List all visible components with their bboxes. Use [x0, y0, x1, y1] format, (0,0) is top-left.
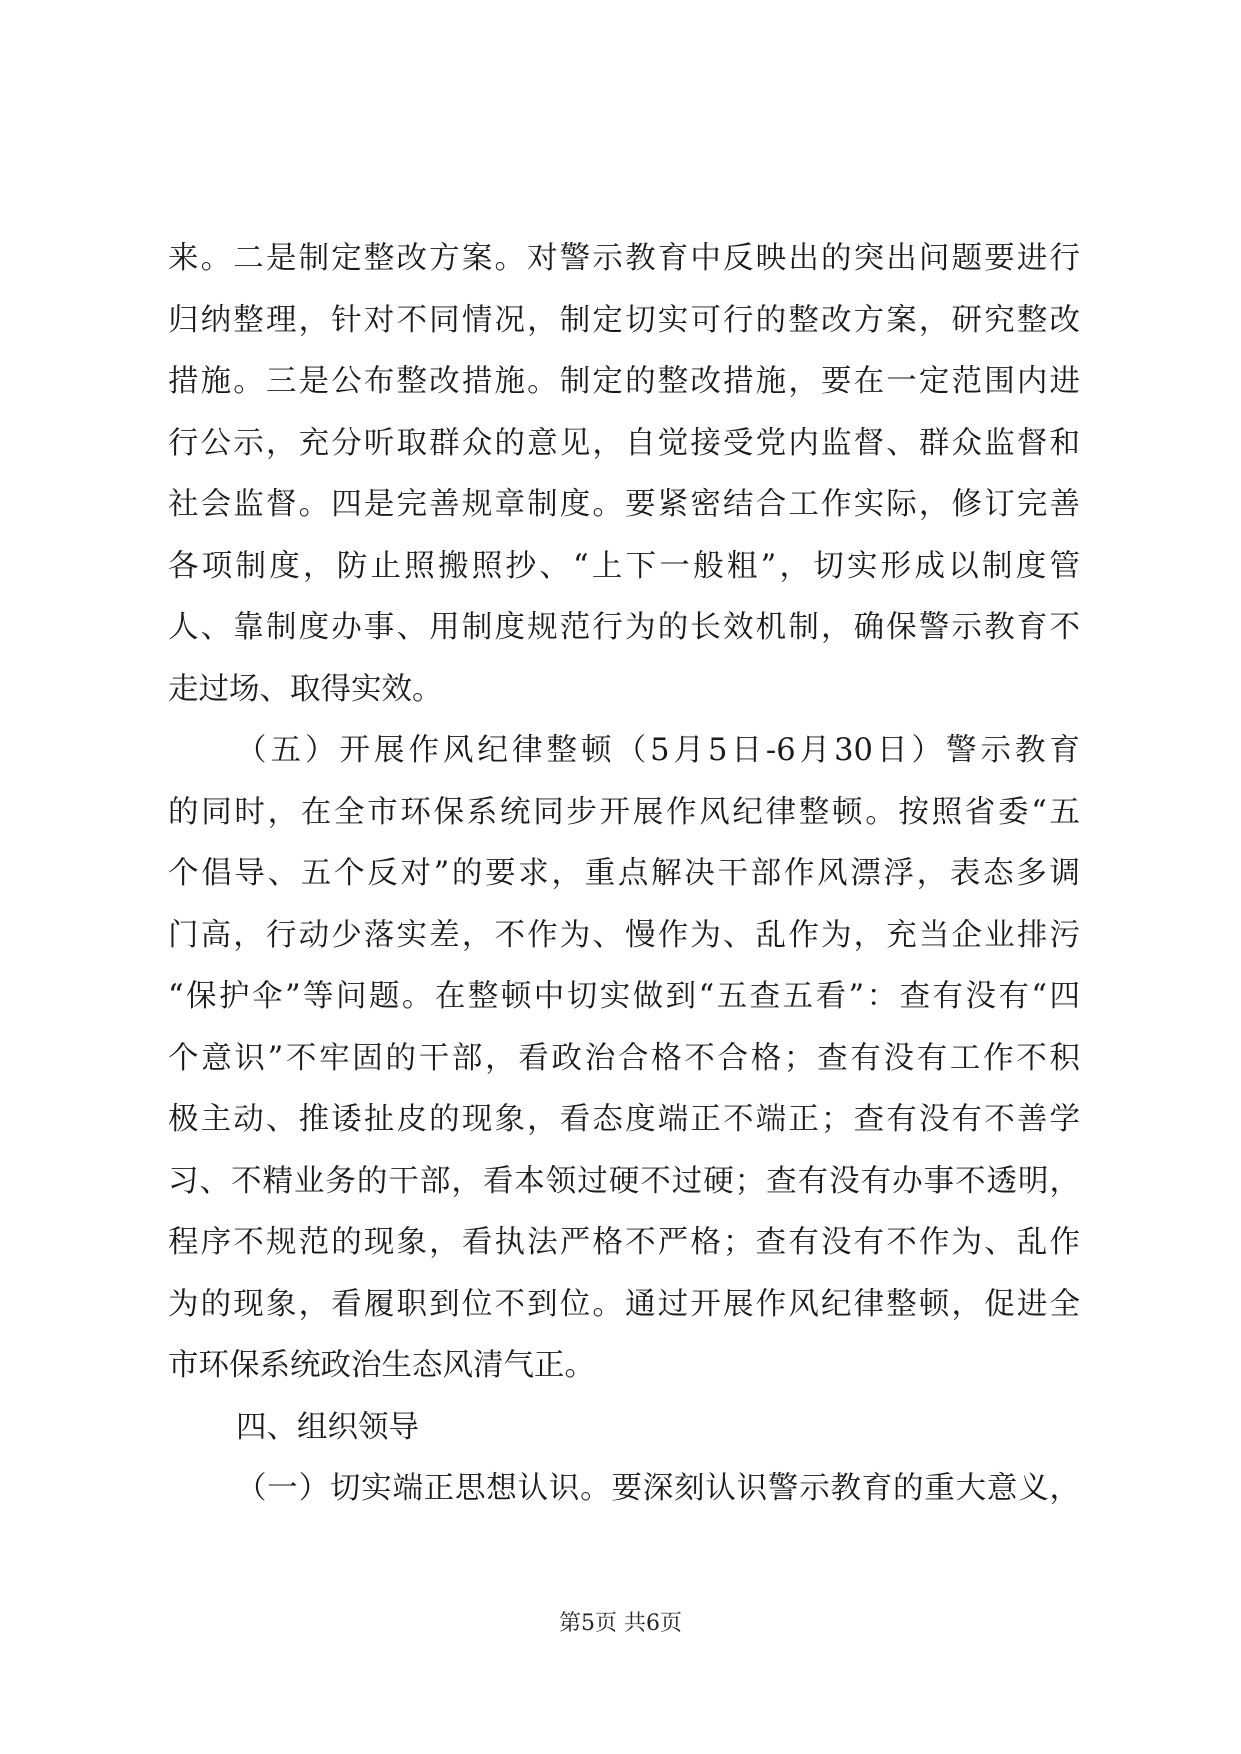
- text-line: 社会监督。四是完善规章制度。要紧密结合工作实际，修订完善: [168, 487, 1080, 522]
- text-line: 个倡导、五个反对”的要求，重点解决干部作风漂浮，表态多调: [168, 856, 1080, 891]
- text-line: 市环保系统政治生态风清气正。: [168, 1348, 595, 1383]
- document-body: [168, 228, 1080, 1520]
- text-line: （一）切实端正思想认识。要深刻认识警示教育的重大意义，: [236, 1471, 1080, 1506]
- text-line: “保护伞”等问题。在整顿中切实做到“五查五看”：查有没有“四: [168, 979, 1080, 1014]
- text-line: 的同时，在全市环保系统同步开展作风纪律整顿。按照省委“五: [168, 794, 1080, 830]
- text-line: 措施。三是公布整改措施。制定的整改措施，要在一定范围内进: [168, 364, 1080, 399]
- text-line: 走过场、取得实效。: [168, 671, 443, 707]
- text-line: 门高，行动少落实差，不作为、慢作为、乱作为，充当企业排污: [168, 917, 1080, 953]
- text-line: 来。二是制定整改方案。对警示教育中反映出的突出问题要进行: [168, 241, 1080, 276]
- page-footer: 第5页 共6页: [559, 1611, 682, 1636]
- text-line: 程序不规范的现象，看执法严格不严格；查有没有不作为、乱作: [168, 1225, 1080, 1260]
- text-line: 归纳整理，针对不同情况，制定切实可行的整改方案，研究整改: [168, 302, 1080, 338]
- text-line: 极主动、推诿扯皮的现象，看态度端正不端正；查有没有不善学: [168, 1102, 1080, 1137]
- text-line: 行公示，充分听取群众的意见，自觉接受党内监督、群众监督和: [168, 425, 1080, 461]
- text-line: （五）开展作风纪律整顿（5月5日-6月30日）警示教育: [236, 733, 1080, 768]
- text-line: 为的现象，看履职到位不到位。通过开展作风纪律整顿，促进全: [168, 1286, 1080, 1322]
- text-line: 人、靠制度办事、用制度规范行为的长效机制，确保警示教育不: [168, 610, 1080, 645]
- text-line: 习、不精业务的干部，看本领过硬不过硬；查有没有办事不透明，: [168, 1163, 1080, 1199]
- text-line: 个意识”不牢固的干部，看政治合格不合格；查有没有工作不积: [168, 1040, 1080, 1076]
- text-line: 各项制度，防止照搬照抄、“上下一般粗”，切实形成以制度管: [168, 548, 1080, 584]
- text-line: 四、组织领导: [236, 1409, 419, 1445]
